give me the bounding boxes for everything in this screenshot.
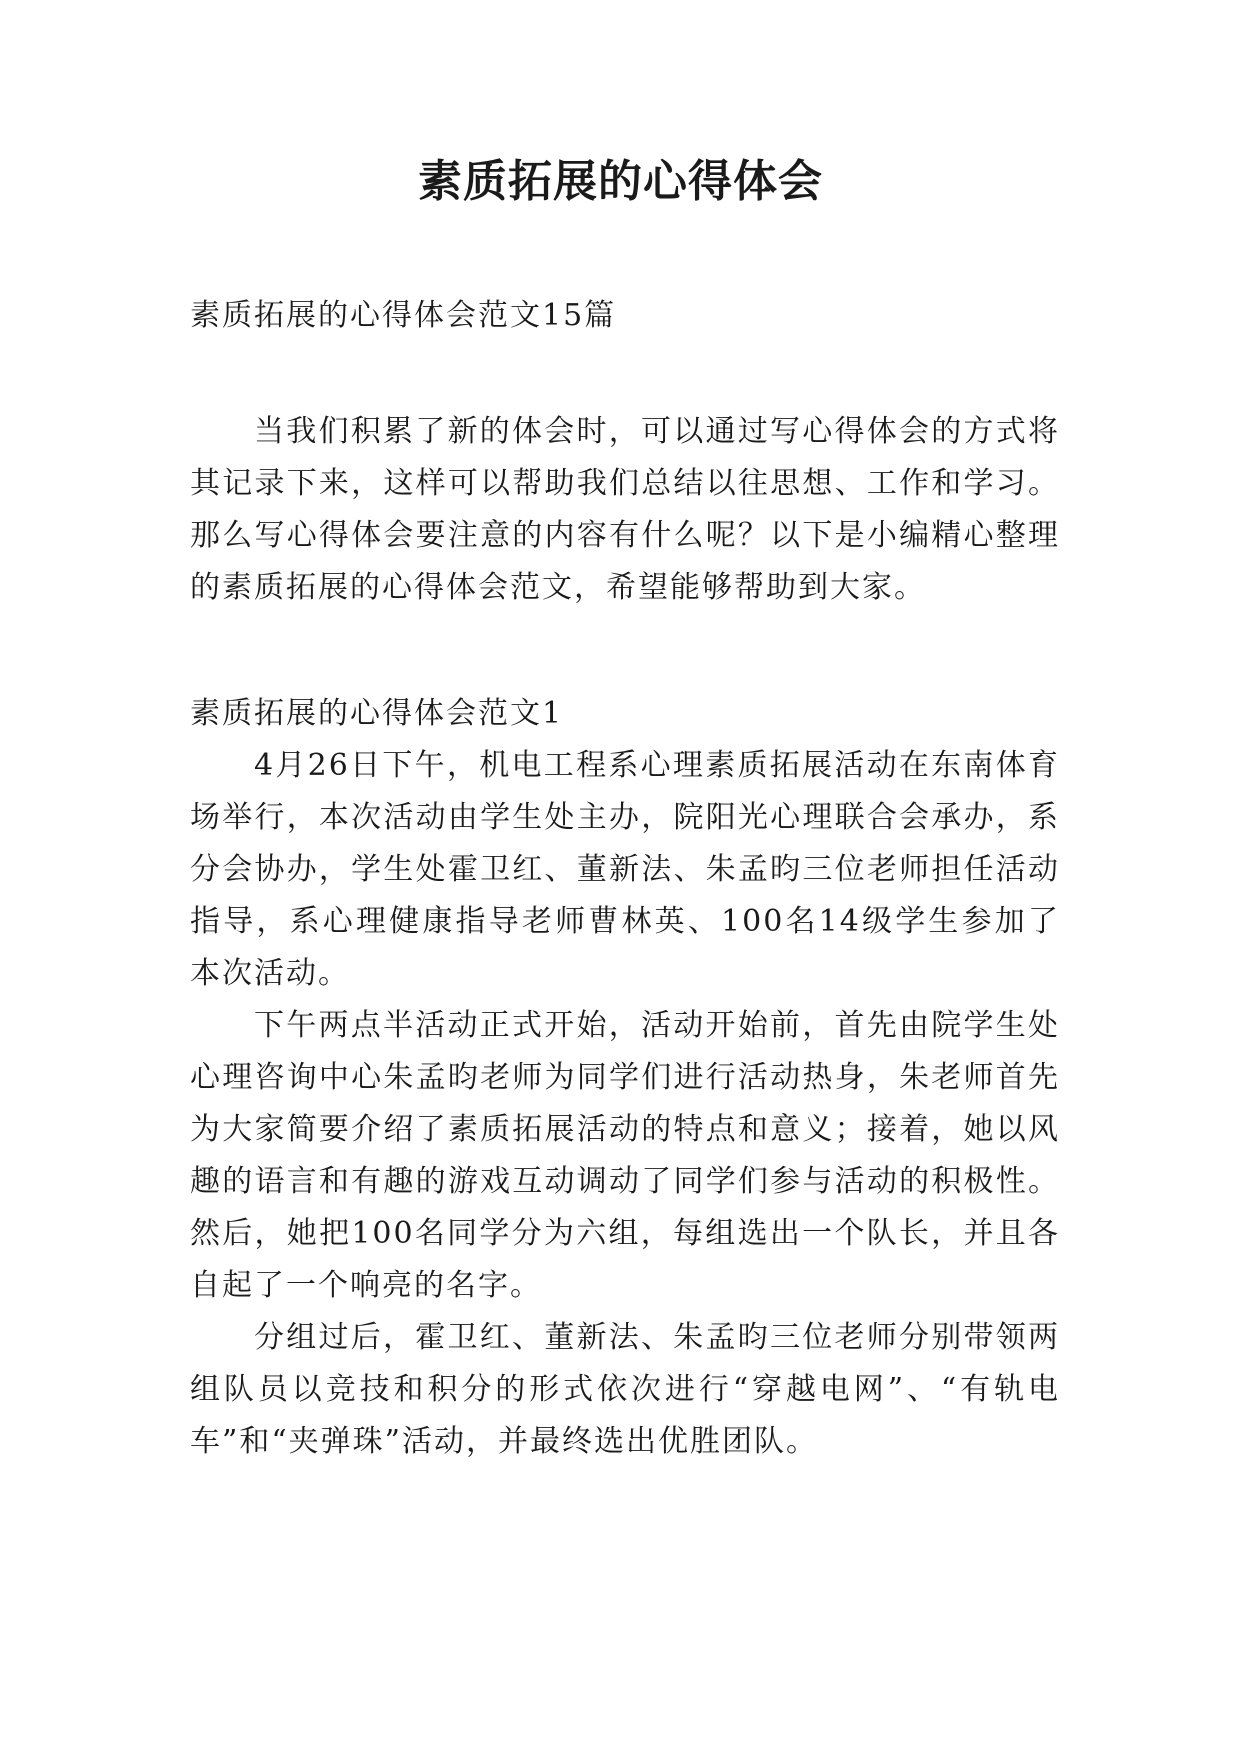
body-paragraph: 下午两点半活动正式开始，活动开始前，首先由院学生处心理咨询中心朱孟昀老师为同学们进行活动热身，朱老师首先为大家简要介绍了素质拓展活动的特点和意义；接着，她以风趣的语言和有趣的游戏互动调动了同学们参与活动的积极性。然后，她把100名同学分为六组，每组选出一个队长，并且各自起了一个响亮的名字。 [190, 1008, 1060, 1303]
body-paragraph: 4月26日下午，机电工程系心理素质拓展活动在东南体育场举行，本次活动由学生处主办，院阳光心理联合会承办，系分会协办，学生处霍卫红、董新法、朱孟昀三位老师担任活动指导，系心理健康指导老师曹林英、100名14级学生参加了本次活动。 [190, 748, 1060, 991]
intro-paragraph: 当我们积累了新的体会时，可以通过写心得体会的方式将其记录下来，这样可以帮助我们总结以往思想、工作和学习。那么写心得体会要注意的内容有什么呢？以下是小编精心整理的素质拓展的心得体会范文，希望能够帮助到大家。 [190, 414, 1060, 605]
document-subtitle: 素质拓展的心得体会范文15篇 [190, 298, 617, 333]
body-paragraph: 分组过后，霍卫红、董新法、朱孟昀三位老师分别带领两组队员以竞技和积分的形式依次进行“穿越电网”、“有轨电车”和“夹弹珠”活动，并最终选出优胜团队。 [190, 1320, 1060, 1459]
section-heading: 素质拓展的心得体会范文1 [190, 696, 564, 731]
document-title: 素质拓展的心得体会 [418, 156, 823, 207]
document-body [190, 290, 1060, 1468]
